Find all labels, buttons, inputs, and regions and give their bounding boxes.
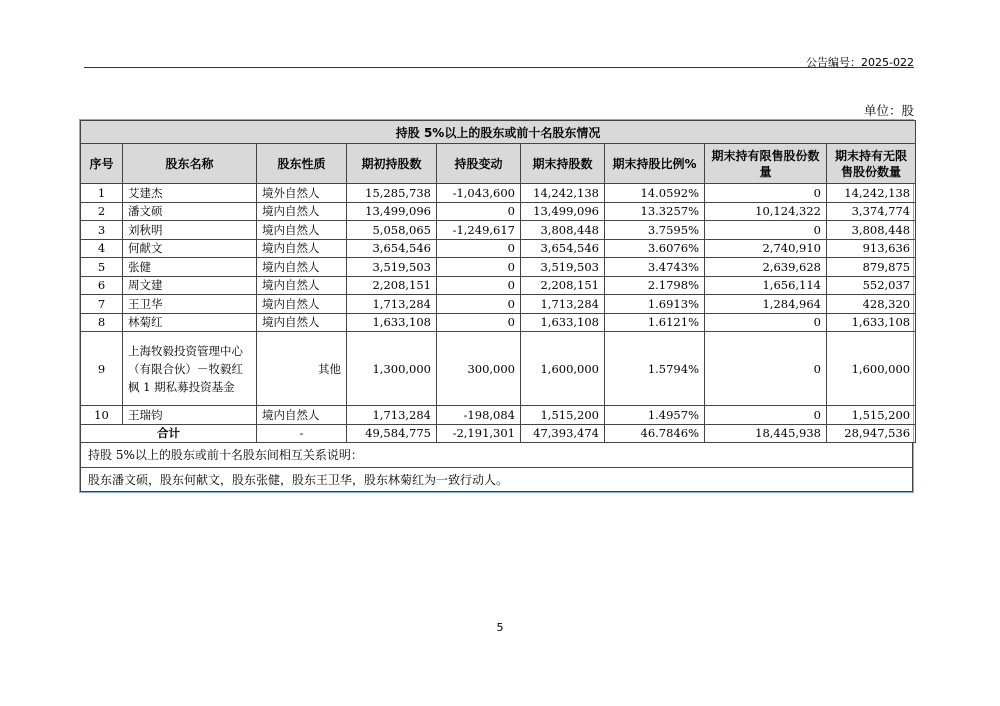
col-nature-cell: 境内自然人	[257, 221, 347, 240]
shareholder-section	[79, 119, 914, 493]
col-name-cell: 艾建杰	[123, 184, 257, 203]
col-restricted-cell: 1,656,114	[705, 276, 827, 295]
total-row	[81, 424, 916, 443]
page-number: 5	[496, 621, 504, 634]
col-change-cell: -1,249,617	[437, 221, 521, 240]
col-opening-cell: 1,300,000	[347, 332, 437, 406]
col-opening-cell: 13,499,096	[347, 202, 437, 221]
col-name-header: 股东名称	[123, 144, 257, 184]
col-restricted-cell: 2,740,910	[705, 239, 827, 258]
col-closing-cell: 3,808,448	[521, 221, 605, 240]
col-change-cell: -1,043,600	[437, 184, 521, 203]
total-unrestricted: 28,947,536	[827, 424, 916, 443]
col-change-cell: 300,000	[437, 332, 521, 406]
col-seq-cell: 4	[81, 239, 123, 258]
col-unrestricted-cell: 913,636	[827, 239, 916, 258]
col-change-cell: 0	[437, 239, 521, 258]
col-restricted-cell: 2,639,628	[705, 258, 827, 277]
col-ratio-cell: 1.5794%	[605, 332, 705, 406]
col-nature-cell: 境内自然人	[257, 295, 347, 314]
total-nature: -	[257, 424, 347, 443]
col-unrestricted-cell: 552,037	[827, 276, 916, 295]
total-label: 合计	[81, 424, 257, 443]
col-change-header: 持股变动	[437, 144, 521, 184]
total-opening: 49,584,775	[347, 424, 437, 443]
table-row	[81, 406, 916, 425]
table-row	[81, 202, 916, 221]
col-ratio-cell: 14.0592%	[605, 184, 705, 203]
col-ratio-cell: 1.6121%	[605, 313, 705, 332]
col-seq-header: 序号	[81, 144, 123, 184]
col-change-cell: 0	[437, 276, 521, 295]
col-ratio-cell: 1.4957%	[605, 406, 705, 425]
col-restricted-cell: 0	[705, 406, 827, 425]
col-closing-cell: 1,633,108	[521, 313, 605, 332]
col-seq-cell: 3	[81, 221, 123, 240]
col-closing-cell: 14,242,138	[521, 184, 605, 203]
col-ratio-header: 期末持股比例%	[605, 144, 705, 184]
col-seq-cell: 7	[81, 295, 123, 314]
col-opening-cell: 1,633,108	[347, 313, 437, 332]
col-nature-cell: 其他	[257, 332, 347, 406]
table-row	[81, 332, 916, 406]
total-change: -2,191,301	[437, 424, 521, 443]
col-closing-cell: 13,499,096	[521, 202, 605, 221]
col-unrestricted-cell: 1,600,000	[827, 332, 916, 406]
col-name-cell: 刘秋明	[123, 221, 257, 240]
col-ratio-cell: 3.7595%	[605, 221, 705, 240]
unit-label: 单位：股	[863, 103, 914, 118]
col-unrestricted-cell: 3,374,774	[827, 202, 916, 221]
col-name-cell: 上海牧毅投资管理中心（有限合伙）－牧毅红枫 1 期私募投资基金	[123, 332, 257, 406]
col-unrestricted-cell: 879,875	[827, 258, 916, 277]
col-name-cell: 王卫华	[123, 295, 257, 314]
table-row	[81, 276, 916, 295]
col-change-cell: -198,084	[437, 406, 521, 425]
col-closing-cell: 2,208,151	[521, 276, 605, 295]
col-unrestricted-cell: 428,320	[827, 295, 916, 314]
header-rule	[84, 67, 914, 68]
col-opening-cell: 5,058,065	[347, 221, 437, 240]
col-name-cell: 周文建	[123, 276, 257, 295]
col-name-cell: 林菊红	[123, 313, 257, 332]
col-seq-cell: 10	[81, 406, 123, 425]
total-ratio: 46.7846%	[605, 424, 705, 443]
col-opening-cell: 3,519,503	[347, 258, 437, 277]
col-restricted-cell: 0	[705, 184, 827, 203]
total-closing: 47,393,474	[521, 424, 605, 443]
col-seq-cell: 9	[81, 332, 123, 406]
col-nature-header: 股东性质	[257, 144, 347, 184]
col-nature-cell: 境内自然人	[257, 313, 347, 332]
table-row	[81, 239, 916, 258]
table-row	[81, 184, 916, 203]
col-seq-cell: 5	[81, 258, 123, 277]
col-closing-cell: 1,515,200	[521, 406, 605, 425]
col-opening-cell: 15,285,738	[347, 184, 437, 203]
col-ratio-cell: 2.1798%	[605, 276, 705, 295]
col-ratio-cell: 13.3257%	[605, 202, 705, 221]
col-seq-cell: 8	[81, 313, 123, 332]
col-ratio-cell: 3.4743%	[605, 258, 705, 277]
col-nature-cell: 境内自然人	[257, 406, 347, 425]
col-seq-cell: 1	[81, 184, 123, 203]
col-change-cell: 0	[437, 313, 521, 332]
table-row	[81, 258, 916, 277]
notes-heading: 持股 5%以上的股东或前十名股东间相互关系说明：	[81, 443, 913, 467]
col-restricted-cell: 0	[705, 221, 827, 240]
col-restricted-header: 期末持有限售股份数量	[705, 144, 827, 184]
col-nature-cell: 境外自然人	[257, 184, 347, 203]
col-name-cell: 何献文	[123, 239, 257, 258]
col-closing-header: 期末持股数	[521, 144, 605, 184]
announcement-number: 公告编号：2025-022	[806, 56, 914, 69]
table-title: 持股 5%以上的股东或前十名股东情况	[81, 121, 916, 144]
col-restricted-cell: 0	[705, 313, 827, 332]
col-unrestricted-cell: 1,633,108	[827, 313, 916, 332]
col-opening-cell: 2,208,151	[347, 276, 437, 295]
notes-table	[80, 443, 913, 492]
col-restricted-cell: 1,284,964	[705, 295, 827, 314]
col-restricted-cell: 0	[705, 332, 827, 406]
col-closing-cell: 3,519,503	[521, 258, 605, 277]
col-unrestricted-cell: 1,515,200	[827, 406, 916, 425]
col-nature-cell: 境内自然人	[257, 202, 347, 221]
col-ratio-cell: 3.6076%	[605, 239, 705, 258]
notes-text: 股东潘文硕，股东何献文，股东张健，股东王卫华，股东林菊红为一致行动人。	[81, 467, 913, 491]
col-seq-cell: 2	[81, 202, 123, 221]
table-row	[81, 221, 916, 240]
shareholder-table	[80, 120, 916, 443]
table-row	[81, 313, 916, 332]
col-change-cell: 0	[437, 202, 521, 221]
col-opening-cell: 1,713,284	[347, 295, 437, 314]
col-nature-cell: 境内自然人	[257, 276, 347, 295]
col-opening-header: 期初持股数	[347, 144, 437, 184]
col-unrestricted-cell: 14,242,138	[827, 184, 916, 203]
col-ratio-cell: 1.6913%	[605, 295, 705, 314]
col-nature-cell: 境内自然人	[257, 258, 347, 277]
table-row	[81, 295, 916, 314]
col-unrestricted-cell: 3,808,448	[827, 221, 916, 240]
col-restricted-cell: 10,124,322	[705, 202, 827, 221]
col-closing-cell: 1,600,000	[521, 332, 605, 406]
col-opening-cell: 3,654,546	[347, 239, 437, 258]
col-closing-cell: 3,654,546	[521, 239, 605, 258]
col-change-cell: 0	[437, 258, 521, 277]
col-name-cell: 王瑞钧	[123, 406, 257, 425]
col-seq-cell: 6	[81, 276, 123, 295]
col-closing-cell: 1,713,284	[521, 295, 605, 314]
col-nature-cell: 境内自然人	[257, 239, 347, 258]
col-unrestricted-header: 期末持有无限售股份数量	[827, 144, 916, 184]
col-opening-cell: 1,713,284	[347, 406, 437, 425]
col-name-cell: 张健	[123, 258, 257, 277]
col-name-cell: 潘文硕	[123, 202, 257, 221]
total-restricted: 18,445,938	[705, 424, 827, 443]
col-change-cell: 0	[437, 295, 521, 314]
